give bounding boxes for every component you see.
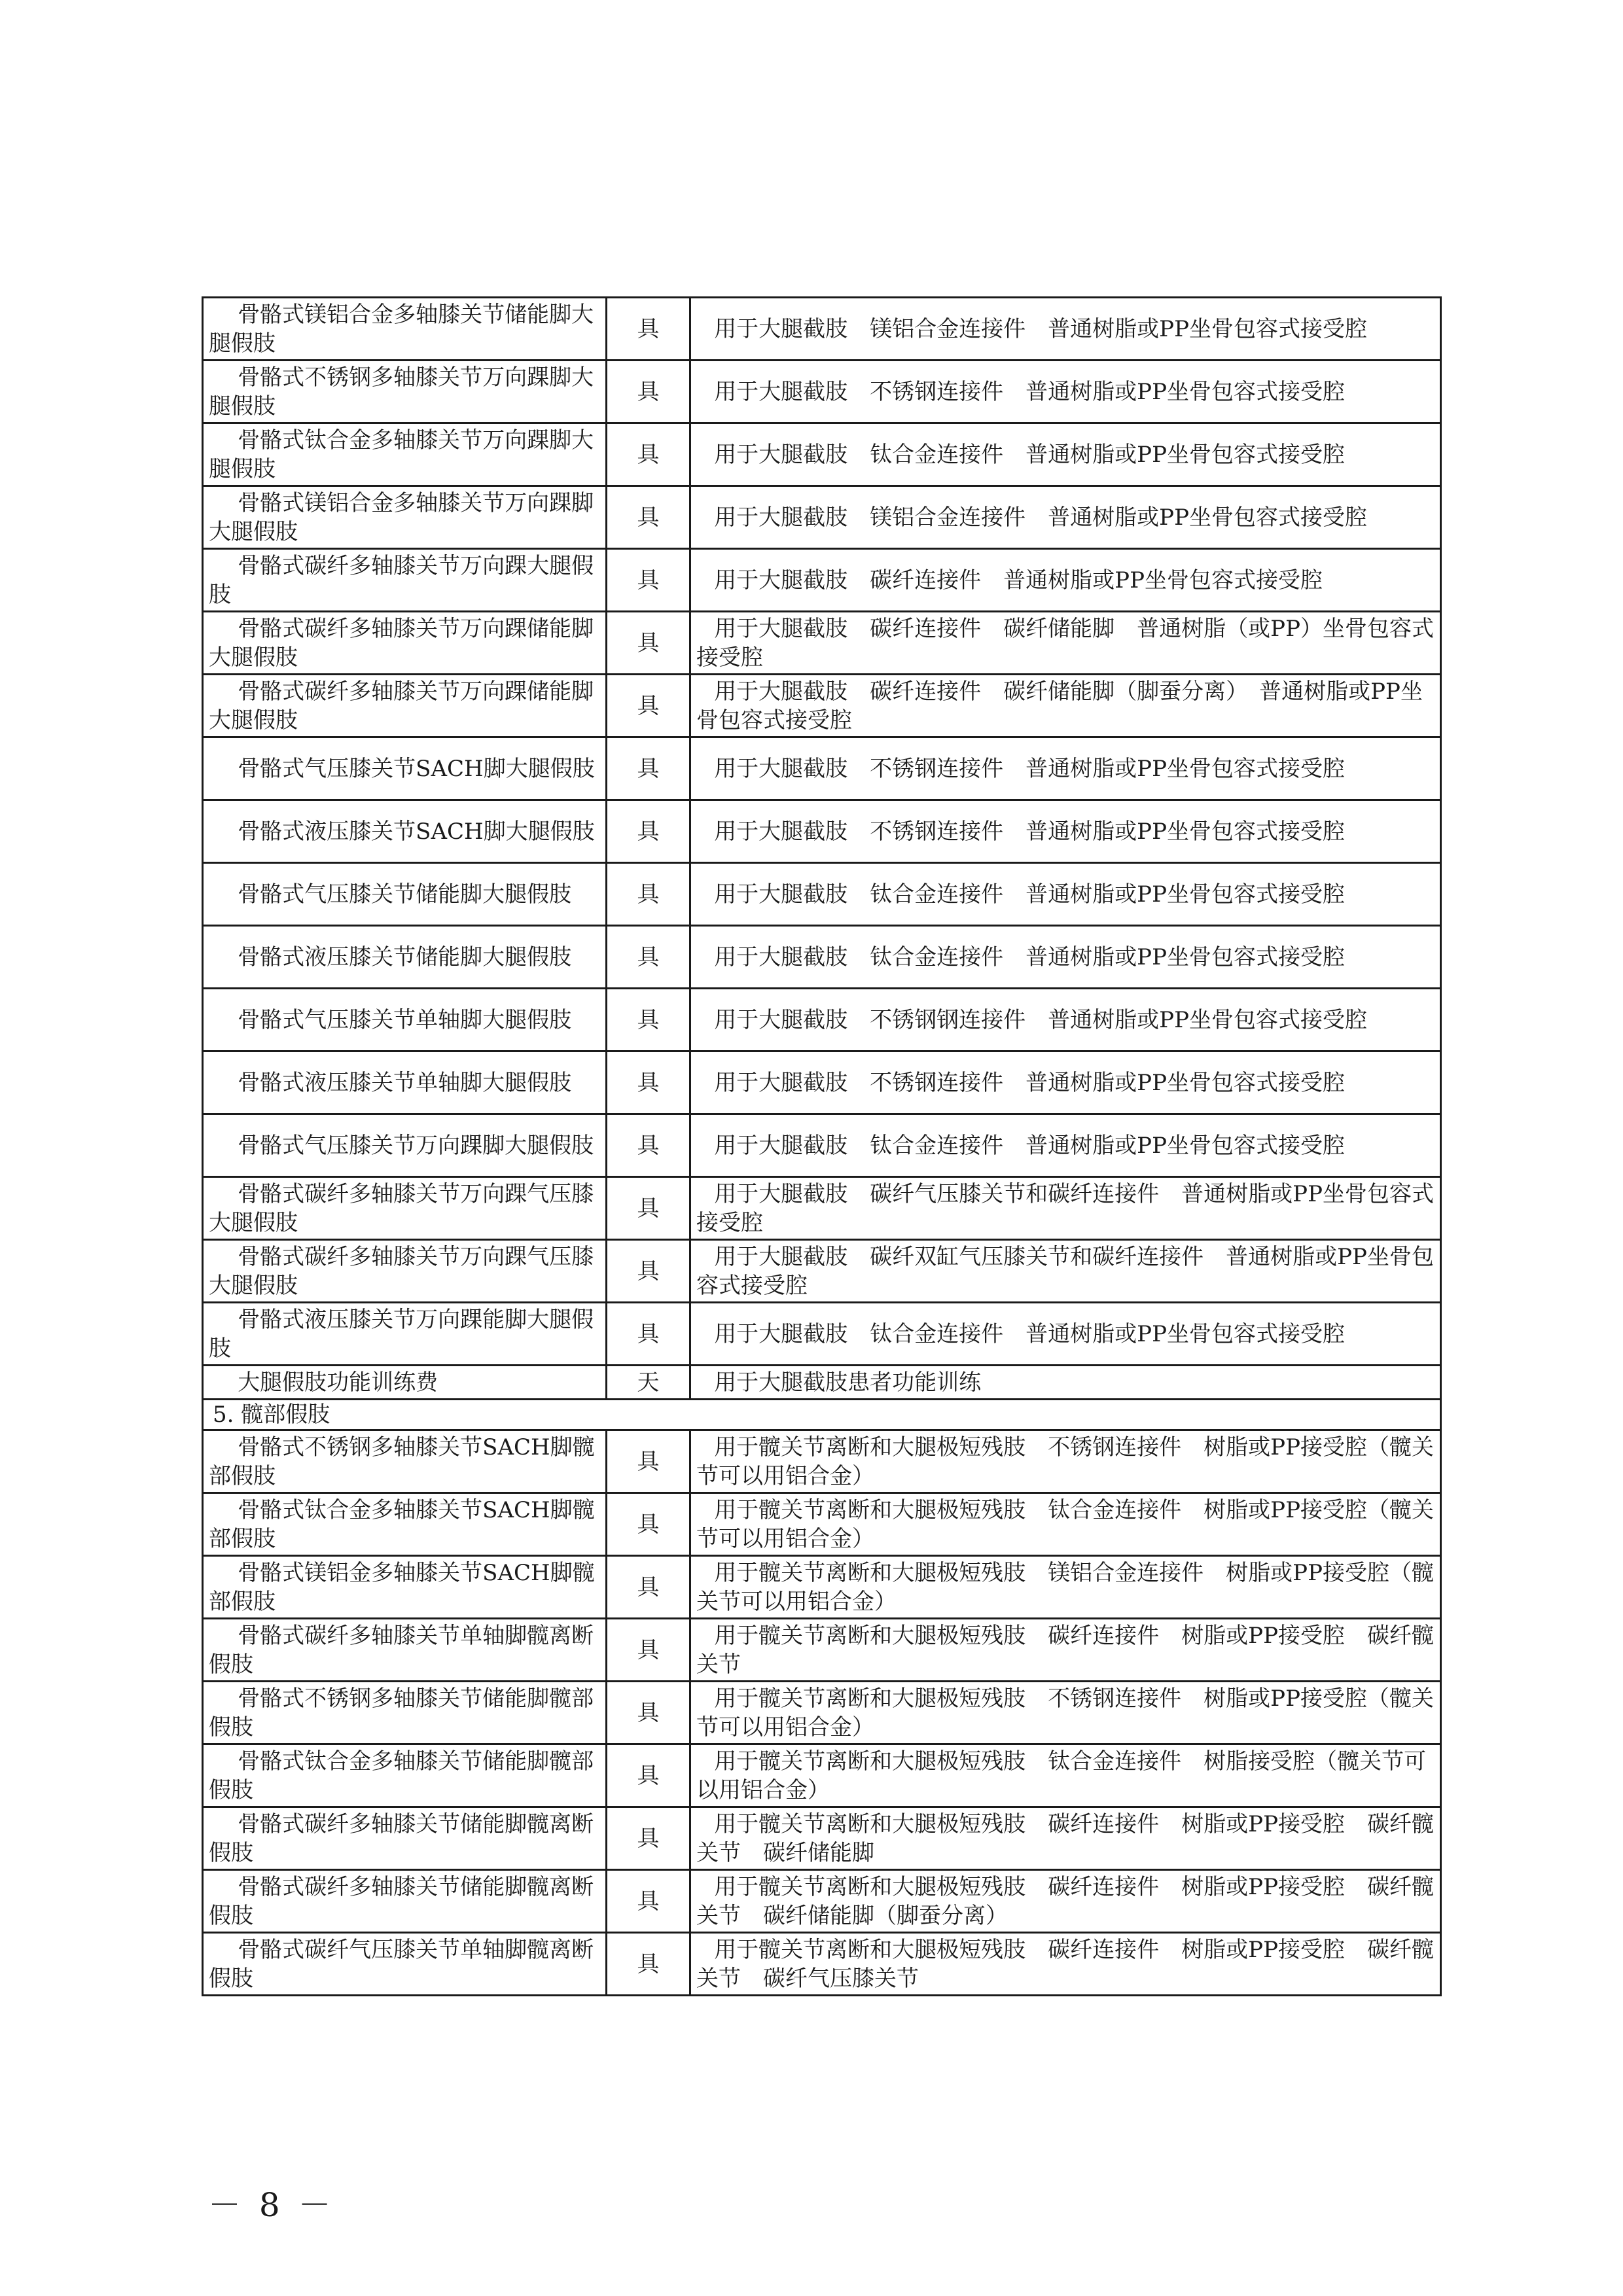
unit-cell: 具 [607, 989, 690, 1051]
table-row [203, 361, 1441, 423]
description-cell: 用于大腿截肢 不锈钢连接件 普通树脂或PP坐骨包容式接受腔 [690, 800, 1441, 863]
description-cell: 用于髋关节离断和大腿极短残肢 碳纤连接件 树脂或PP接受腔 碳纤髋关节 [690, 1619, 1441, 1682]
unit-cell: 具 [607, 549, 690, 612]
section-title: 5. 髋部假肢 [203, 1400, 1441, 1430]
item-name-cell: 骨骼式钛合金多轴膝关节万向踝脚大腿假肢 [203, 423, 607, 486]
description-cell: 用于髋关节离断和大腿极短残肢 碳纤连接件 树脂或PP接受腔 碳纤髋关节 碳纤储能脚 [690, 1807, 1441, 1870]
unit-cell: 具 [607, 1933, 690, 1996]
item-name-cell: 骨骼式不锈钢多轴膝关节储能脚髋部假肢 [203, 1682, 607, 1744]
description-cell: 用于髋关节离断和大腿极短残肢 碳纤连接件 树脂或PP接受腔 碳纤髋关节 碳纤储能脚（脚蚕分离） [690, 1870, 1441, 1933]
table-row [203, 989, 1441, 1051]
item-name-cell: 骨骼式气压膝关节储能脚大腿假肢 [203, 863, 607, 926]
table-row [203, 423, 1441, 486]
unit-cell: 具 [607, 361, 690, 423]
description-cell: 用于大腿截肢 碳纤气压膝关节和碳纤连接件 普通树脂或PP坐骨包容式接受腔 [690, 1177, 1441, 1240]
table-row [203, 1870, 1441, 1933]
unit-cell: 具 [607, 1493, 690, 1556]
unit-cell: 具 [607, 1051, 690, 1114]
table-row [203, 737, 1441, 800]
table-row [203, 1807, 1441, 1870]
page-number: － 8 － [208, 2186, 335, 2224]
item-name-cell: 骨骼式碳纤多轴膝关节万向踝大腿假肢 [203, 549, 607, 612]
item-name-cell: 骨骼式碳纤多轴膝关节单轴脚髋离断假肢 [203, 1619, 607, 1682]
section-header-row [203, 1400, 1441, 1430]
unit-cell: 具 [607, 926, 690, 989]
description-cell: 用于大腿截肢 碳纤连接件 碳纤储能脚（脚蚕分离） 普通树脂或PP坐骨包容式接受腔 [690, 675, 1441, 737]
table-row [203, 1933, 1441, 1996]
description-cell: 用于大腿截肢患者功能训练 [690, 1366, 1441, 1400]
table-row [203, 800, 1441, 863]
item-name-cell: 骨骼式不锈钢多轴膝关节SACH脚髋部假肢 [203, 1430, 607, 1493]
unit-cell: 具 [607, 1556, 690, 1619]
item-name-cell: 骨骼式气压膝关节万向踝脚大腿假肢 [203, 1114, 607, 1177]
item-name-cell: 骨骼式碳纤多轴膝关节万向踝气压膝大腿假肢 [203, 1240, 607, 1303]
unit-cell: 具 [607, 800, 690, 863]
unit-cell: 具 [607, 1807, 690, 1870]
unit-cell: 具 [607, 1430, 690, 1493]
item-name-cell: 骨骼式镁铝合金多轴膝关节储能脚大腿假肢 [203, 298, 607, 361]
unit-cell: 具 [607, 1240, 690, 1303]
description-cell: 用于大腿截肢 钛合金连接件 普通树脂或PP坐骨包容式接受腔 [690, 926, 1441, 989]
unit-cell: 具 [607, 1303, 690, 1366]
item-name-cell: 骨骼式镁铝合金多轴膝关节万向踝脚大腿假肢 [203, 486, 607, 549]
table-row [203, 549, 1441, 612]
description-cell: 用于髋关节离断和大腿极短残肢 钛合金连接件 树脂接受腔（髋关节可以用铝合金） [690, 1744, 1441, 1807]
item-name-cell: 骨骼式碳纤多轴膝关节万向踝气压膝大腿假肢 [203, 1177, 607, 1240]
table-row [203, 1051, 1441, 1114]
description-cell: 用于髋关节离断和大腿极短残肢 钛合金连接件 树脂或PP接受腔（髋关节可以用铝合金） [690, 1493, 1441, 1556]
description-cell: 用于髋关节离断和大腿极短残肢 不锈钢连接件 树脂或PP接受腔（髋关节可以用铝合金） [690, 1682, 1441, 1744]
table-row [203, 1303, 1441, 1366]
description-cell: 用于大腿截肢 镁铝合金连接件 普通树脂或PP坐骨包容式接受腔 [690, 486, 1441, 549]
description-cell: 用于大腿截肢 碳纤连接件 普通树脂或PP坐骨包容式接受腔 [690, 549, 1441, 612]
description-cell: 用于大腿截肢 碳纤双缸气压膝关节和碳纤连接件 普通树脂或PP坐骨包容式接受腔 [690, 1240, 1441, 1303]
unit-cell: 具 [607, 486, 690, 549]
table-row [203, 675, 1441, 737]
table-row [203, 1744, 1441, 1807]
table-row [203, 1177, 1441, 1240]
table-row [203, 1493, 1441, 1556]
unit-cell: 具 [607, 737, 690, 800]
unit-cell: 具 [607, 1114, 690, 1177]
description-cell: 用于大腿截肢 不锈钢钢连接件 普通树脂或PP坐骨包容式接受腔 [690, 989, 1441, 1051]
description-cell: 用于髋关节离断和大腿极短残肢 碳纤连接件 树脂或PP接受腔 碳纤髋关节 碳纤气压膝关节 [690, 1933, 1441, 1996]
description-cell: 用于大腿截肢 钛合金连接件 普通树脂或PP坐骨包容式接受腔 [690, 863, 1441, 926]
unit-cell: 具 [607, 1744, 690, 1807]
description-cell: 用于髋关节离断和大腿极短残肢 不锈钢连接件 树脂或PP接受腔（髋关节可以用铝合金） [690, 1430, 1441, 1493]
table-row [203, 863, 1441, 926]
item-name-cell: 骨骼式钛合金多轴膝关节SACH脚髋部假肢 [203, 1493, 607, 1556]
unit-cell: 具 [607, 298, 690, 361]
unit-cell: 天 [607, 1366, 690, 1400]
item-name-cell: 骨骼式碳纤气压膝关节单轴脚髋离断假肢 [203, 1933, 607, 1996]
item-name-cell: 骨骼式气压膝关节单轴脚大腿假肢 [203, 989, 607, 1051]
table-row [203, 298, 1441, 361]
unit-cell: 具 [607, 423, 690, 486]
description-cell: 用于髋关节离断和大腿极短残肢 镁铝合金连接件 树脂或PP接受腔（髋关节可以用铝合金） [690, 1556, 1441, 1619]
item-name-cell: 骨骼式镁铝金多轴膝关节SACH脚髋部假肢 [203, 1556, 607, 1619]
item-name-cell: 骨骼式液压膝关节单轴脚大腿假肢 [203, 1051, 607, 1114]
table-body [203, 298, 1441, 1996]
item-name-cell: 骨骼式液压膝关节SACH脚大腿假肢 [203, 800, 607, 863]
table-row [203, 486, 1441, 549]
item-name-cell: 骨骼式碳纤多轴膝关节万向踝储能脚大腿假肢 [203, 612, 607, 675]
unit-cell: 具 [607, 863, 690, 926]
table-row [203, 1366, 1441, 1400]
unit-cell: 具 [607, 1619, 690, 1682]
unit-cell: 具 [607, 612, 690, 675]
unit-cell: 具 [607, 1682, 690, 1744]
description-cell: 用于大腿截肢 不锈钢连接件 普通树脂或PP坐骨包容式接受腔 [690, 737, 1441, 800]
table-row [203, 1619, 1441, 1682]
item-name-cell: 大腿假肢功能训练费 [203, 1366, 607, 1400]
description-cell: 用于大腿截肢 镁铝合金连接件 普通树脂或PP坐骨包容式接受腔 [690, 298, 1441, 361]
description-cell: 用于大腿截肢 钛合金连接件 普通树脂或PP坐骨包容式接受腔 [690, 1303, 1441, 1366]
unit-cell: 具 [607, 675, 690, 737]
item-name-cell: 骨骼式液压膝关节万向踝能脚大腿假肢 [203, 1303, 607, 1366]
table-row [203, 612, 1441, 675]
table-row [203, 1430, 1441, 1493]
item-name-cell: 骨骼式气压膝关节SACH脚大腿假肢 [203, 737, 607, 800]
description-cell: 用于大腿截肢 钛合金连接件 普通树脂或PP坐骨包容式接受腔 [690, 1114, 1441, 1177]
description-cell: 用于大腿截肢 不锈钢连接件 普通树脂或PP坐骨包容式接受腔 [690, 361, 1441, 423]
description-cell: 用于大腿截肢 碳纤连接件 碳纤储能脚 普通树脂（或PP）坐骨包容式接受腔 [690, 612, 1441, 675]
item-name-cell: 骨骼式钛合金多轴膝关节储能脚髋部假肢 [203, 1744, 607, 1807]
description-cell: 用于大腿截肢 不锈钢连接件 普通树脂或PP坐骨包容式接受腔 [690, 1051, 1441, 1114]
item-name-cell: 骨骼式碳纤多轴膝关节万向踝储能脚大腿假肢 [203, 675, 607, 737]
table-row [203, 1682, 1441, 1744]
item-name-cell: 骨骼式碳纤多轴膝关节储能脚髋离断假肢 [203, 1870, 607, 1933]
table-row [203, 1556, 1441, 1619]
description-cell: 用于大腿截肢 钛合金连接件 普通树脂或PP坐骨包容式接受腔 [690, 423, 1441, 486]
unit-cell: 具 [607, 1870, 690, 1933]
item-name-cell: 骨骼式液压膝关节储能脚大腿假肢 [203, 926, 607, 989]
unit-cell: 具 [607, 1177, 690, 1240]
table-row [203, 926, 1441, 989]
table-row [203, 1114, 1441, 1177]
item-name-cell: 骨骼式碳纤多轴膝关节储能脚髋离断假肢 [203, 1807, 607, 1870]
table-row [203, 1240, 1441, 1303]
prosthesis-table [202, 296, 1442, 1996]
item-name-cell: 骨骼式不锈钢多轴膝关节万向踝脚大腿假肢 [203, 361, 607, 423]
